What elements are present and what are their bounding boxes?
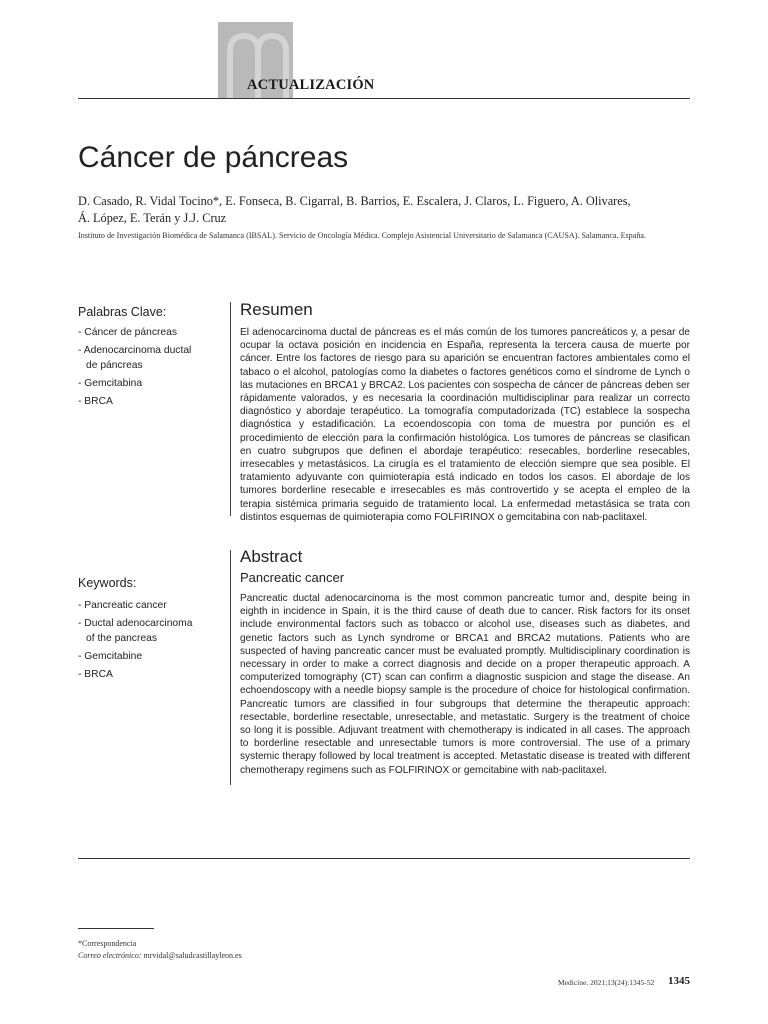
authors-line-2: Á. López, E. Terán y J.J. Cruz: [78, 211, 227, 225]
keywords-en-list: [78, 598, 208, 685]
abstract-heading: Abstract: [240, 547, 303, 566]
keyword-text: - BRCA: [78, 396, 113, 407]
footnote-divider: [78, 928, 154, 929]
journal-citation: Medicine. 2021;13(24):1345-52: [558, 978, 655, 987]
section-label: ACTUALIZACIÓN: [247, 77, 375, 93]
email-address: mrvidal@saludcastillayleon.es: [143, 951, 242, 960]
page-number: 1345: [668, 975, 690, 987]
keyword-item: [78, 616, 208, 646]
abstract-subheading: Pancreatic cancer: [240, 570, 345, 585]
keyword-item: [78, 649, 208, 664]
keyword-text: - BRCA: [78, 669, 113, 680]
keyword-item: [78, 343, 208, 373]
keywords-es-heading: Palabras Clave:: [78, 305, 167, 319]
keyword-text: - Cáncer de páncreas: [78, 327, 178, 338]
keyword-text: - Ductal adenocarcinoma: [78, 618, 193, 629]
abstract-text: Pancreatic ductal adenocarcinoma is the most common pancreatic tumor and, despite being in eighth in incidence in Spain, it is the third cause of death due to cancer. Risk factors for its onset include environmental factors such as tobacco or alcohol use, diseases such as diabetes, and genetic factors such as Lynch syndrome or BRCA1 and BRCA2 mutations. Patients who are suspected of having pancreatic cancer must be evaluated promptly. Multidisciplinary coordination is necessary in order to make a correct diagnosis and decide on a proper therapeutic approach. A computerized tomography (CT) scan can confirm a diagnostic suspicion and stage the disease. An echoendoscopy with a needle biopsy sample is the procedure of choice for histological confirmation. Pancreatic tumors are classified in four subgroups that determine the therapeutic approach: resectable, borderline resectable, unresectable, and metastatic. Surgery is the treatment of choice so long it is possible. Adjuvant treatment with chemotherapy is indicated in all cases. The approach to borderline resectable and unresectable tumors is more controversial. The use of a primary systemic therapy followed by local treatment is accepted. Metastatic disease is treated with different chemotherapy regimens such as FOLFIRINOX or gemcitabine with nab-paclitaxel.: [240, 593, 690, 776]
email-label: Correo electrónico:: [78, 951, 142, 960]
keyword-text: - Pancreatic cancer: [78, 600, 167, 611]
article-title: Cáncer de páncreas: [78, 141, 349, 174]
keywords-en-heading: Keywords:: [78, 576, 137, 590]
resumen-text: El adenocarcinoma ductal de páncreas es el más común de los tumores pancreáticos y, a pesar de ocupar la octava posición en incidencia en España, representa la tercera causa de muerte por cáncer. Entre los factores de riesgo para su aparición se encuentran factores ambientales como el tabaco o el alcohol, patologías como la diabetes o factores genéticos como el síndrome de Lynch o las mutaciones en BRCA1 y BRCA2. Los pacientes con sospecha de cáncer de páncreas deben ser rápidamente valorados, y es necesaria la coordinación multidisciplinar para realizar un correcto diagnóstico y abordaje terapéutico. La tomografía computadorizada (TC) establece la sospecha diagnóstica y estadificación. La ecoendoscopia con toma de muestra por punción es el procedimiento de elección para la confirmación histológica. Los tumores de páncreas se clasifican en cuatro subgrupos que definen el abordaje terapéutico: resecables, borderline resecables, irresecables y metastásicos. La cirugía es el tratamiento de elección siempre que sea posible. El tratamiento adyuvante con quimioterapia está indicado en todos los casos. El abordaje de los tumores borderline resecable e irresecables es más controvertido y se acepta el empleo de la terapia sistémica primaria seguido de tratamiento local. La enfermedad metastásica se trata con distintos esquemas de quimioterapia como FOLFIRINOX o gemcitabina con nab-paclitaxel.: [240, 327, 690, 523]
bottom-divider: [78, 858, 690, 859]
keyword-item: [78, 394, 208, 409]
correspondence-note: *Correspondencia: [78, 939, 137, 948]
keyword-item: [78, 667, 208, 682]
header-divider: [78, 98, 690, 99]
resumen-heading: Resumen: [240, 300, 313, 319]
keywords-es-list: [78, 325, 208, 412]
keyword-text: - Gemcitabine: [78, 651, 143, 662]
authors-line-1: D. Casado, R. Vidal Tocino*, E. Fonseca, B. Cigarral, B. Barrios, E. Escalera, J. Claros, L. Figuero, A. Olivares,: [78, 194, 631, 208]
affiliation: Instituto de Investigación Biomédica de Salamanca (IBSAL). Servicio de Oncología Médica. Complejo Asistencial Universitario de Salamanca (CAUSA). Salamanca. España.: [78, 231, 646, 240]
keyword-item: [78, 376, 208, 391]
author-list: [78, 193, 688, 227]
keyword-text: - Gemcitabina: [78, 378, 143, 389]
keyword-item: [78, 598, 208, 613]
resumen-divider: [230, 302, 231, 516]
keyword-text-cont: de páncreas: [86, 360, 143, 371]
keyword-text-cont: of the pancreas: [86, 633, 157, 644]
abstract-divider: [230, 550, 231, 785]
keyword-item: [78, 325, 208, 340]
keyword-text: - Adenocarcinoma ductal: [78, 345, 192, 356]
email-note: [78, 951, 242, 960]
